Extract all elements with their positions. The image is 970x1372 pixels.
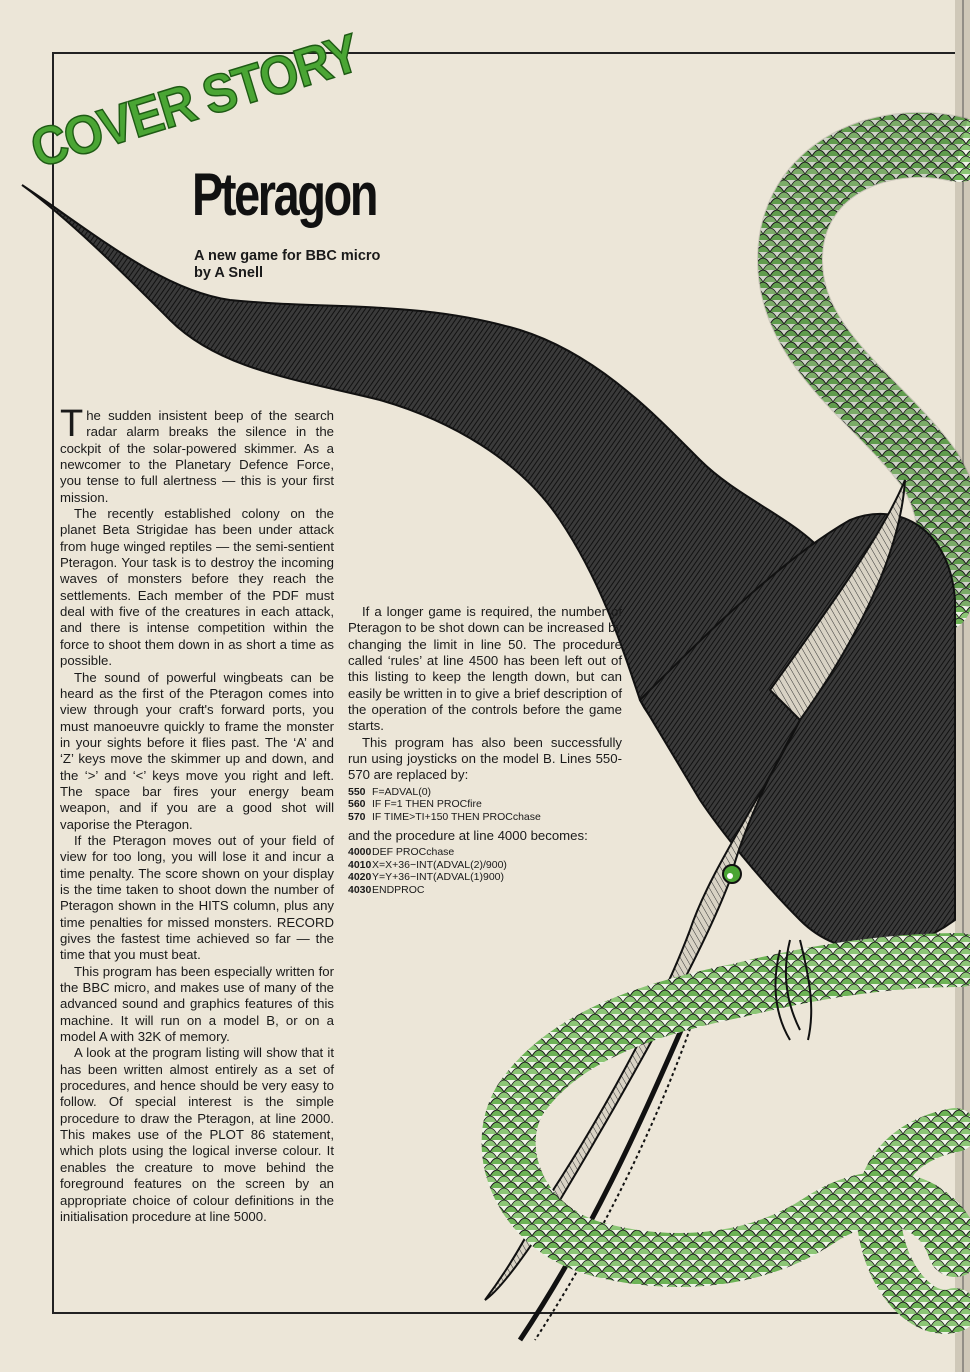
paragraph: A look at the program listing will show that it has been written almost entirely as a set of procedures, and hence should be very easy to follow. Of special interest is the simple procedure to draw the Pteragon, at line 2000. This makes use of the PLOT 86 statement, which plots using the logical inverse colour. It enables the creature to move behind the foreground features on the screen by an appropriate choice of colour definitions in the initialisation procedure at line 5000. bbox=[60, 1045, 334, 1224]
paragraph: This program has been especially written for the BBC micro, and makes use of many of the advanced sound and graphics features of this machine. It will run on a model B, or on a model A with 32K of memory. bbox=[60, 963, 334, 1045]
article-left-column bbox=[60, 403, 334, 1225]
paragraph: and the procedure at line 4000 becomes: bbox=[348, 827, 588, 843]
cover-story-text: COVER STORY bbox=[23, 22, 366, 179]
code-line: 4020Y=Y+36−INT(ADVAL(1)900) bbox=[348, 871, 504, 884]
page-title: Pteragon bbox=[192, 161, 377, 228]
code-line: 4010X=X+36−INT(ADVAL(2)/900) bbox=[348, 858, 507, 871]
code-listing-procedure bbox=[348, 846, 622, 896]
drop-cap: T bbox=[60, 403, 84, 445]
article-right-column bbox=[348, 604, 622, 900]
code-line: 560 IF F=1 THEN PROCfire bbox=[348, 798, 482, 811]
code-listing-joystick bbox=[348, 786, 622, 824]
paragraph: The sound of powerful wingbeats can be heard as the first of the Pteragon comes into view through your craft's forward ports, you must manoeuvre quickly to frame the monster in your sights before it flies past. The ‘A’ and ‘Z’ keys move the skimmer up and down, and the ‘>’ and ‘<’ keys move you right and left. The space bar fires your energy beam weapon, and if you are a good shot will vaporise the Pteragon. bbox=[60, 669, 334, 832]
byline: A new game for BBC micro by A Snell bbox=[194, 248, 381, 281]
paragraph: The recently established colony on the planet Beta Strigidae has been under attack from huge winged reptiles — the semi-sentient Pteragon. Your task is to destroy the incoming waves of monsters before they reach the settlements. Each member of the PDF must deal with five of the creatures in each attack, and there is intense competition within the force to shoot them down in as short a time as possible. bbox=[60, 506, 334, 669]
paragraph: This program has also been successfully run using joysticks on the model B. Lines 550-570 are replaced by: bbox=[348, 734, 622, 783]
code-line: 570 IF TIME>TI+150 THEN PROCchase bbox=[348, 810, 541, 823]
code-line: 4030ENDPROC bbox=[348, 883, 425, 896]
paragraph: If the Pteragon moves out of your field of view for too long, you will lose it and incur a time penalty. The score shown on your display is the time taken to shoot down the number of Pteragon shown in the HITS column, plus any time penalties for missed monsters. RECORD gives the fastest time achieved so far — the time that you must beat. bbox=[60, 832, 334, 963]
paragraph: The sudden insistent beep of the search radar alarm breaks the silence in the cockpit of the solar-powered skimmer. As a newcomer to the Planetary Defence Force, you tense to full alertness — this is your first mission. bbox=[60, 403, 334, 505]
code-line: 4000DEF PROCchase bbox=[348, 845, 455, 858]
paragraph: If a longer game is required, the number of Pteragon to be shot down can be increased by changing the limit in line 50. The procedure called ‘rules’ at line 4500 has been left out of this listing to keep the length down, but can easily be written in to give a brief description of the operation of the controls before the game starts. bbox=[348, 604, 622, 734]
cover-story-label bbox=[24, 22, 367, 179]
code-line: 550 F=ADVAL(0) bbox=[348, 785, 432, 798]
